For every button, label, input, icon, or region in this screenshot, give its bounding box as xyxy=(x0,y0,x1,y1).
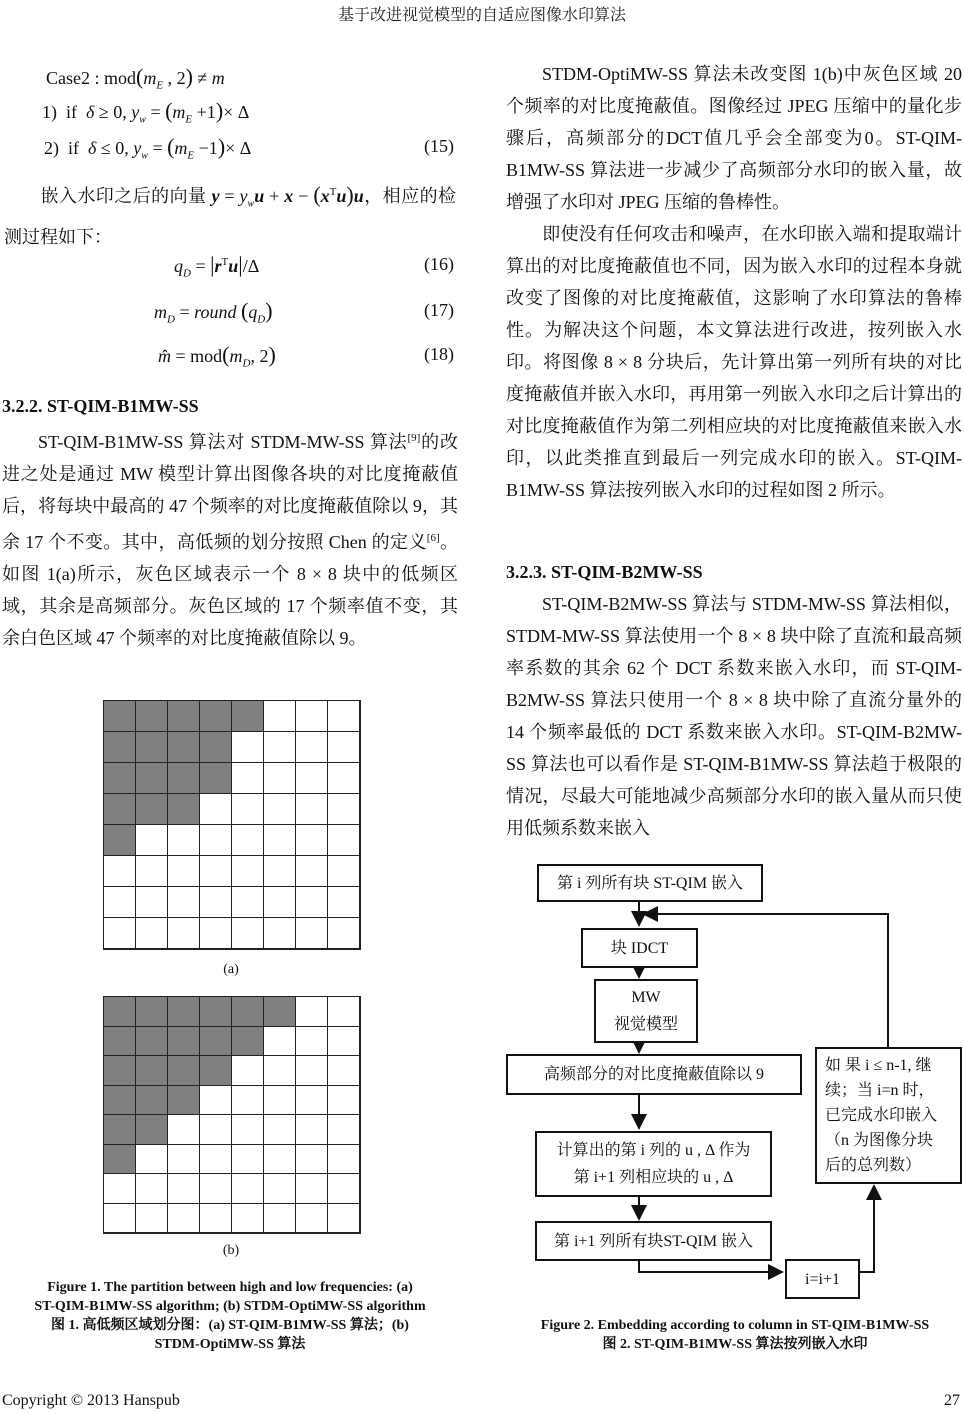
flow-box-loop-condition xyxy=(815,1047,962,1184)
equation-case2-line1: 1) if δ ≥ 0, $y_w = (m_E +1)\times \Delta$ xyxy=(42,98,250,126)
box-line: 续；当 i=n 时， xyxy=(825,1082,935,1099)
footer-copyright: Copyright © 2013 Hanspub xyxy=(2,1392,180,1409)
text-fragment: ST-QIM-B2MW-SS 算法与 STDM-MW-SS 算法相似，STDM-MW-SS 算法使用一个 8 × 8 块中除了直流和最高频率系数的其余 62 个 DCT 系数来嵌入水印，而 ST-QIM-B2MW-SS 算法只使用一个 8 × 8 块中除了直流分量外的 14 个频率最低的 DCT 系数来嵌入水印。ST-QIM-B2MW-SS 算法也可以看作是 ST-QIM-B1MW-SS 算法趋于极限的情况，尽最大可能地减少高频部分水印的嵌入量从而只使用低频系数来嵌入 xyxy=(506,594,962,838)
arrow-box7-to-box8 xyxy=(860,1186,874,1272)
footer-page-number: 27 xyxy=(944,1392,960,1409)
flow-box-compute-u-delta xyxy=(535,1131,772,1197)
equation-number-17: (17) xyxy=(424,300,454,320)
flow-box-block-idct: 块 IDCT xyxy=(581,928,698,968)
caption-cn-line2: STDM-OptiMW-SS 算法 xyxy=(154,1337,306,1352)
equation-number-18: (18) xyxy=(424,344,454,364)
flow-box-embed-column-i-plus-1: 第 i+1 列所有块ST-QIM 嵌入 xyxy=(535,1221,772,1261)
text-fragment: 的改进之处是通过 MW 模型计算出图像各块的对比度掩蔽值后，将每块中最高的 47 个频率的对比度掩蔽值除以 9，其余 17 个不变。其中，高低频的划分按照 Chen 的定义 xyxy=(2,432,458,552)
equation-16: $q_D = |r^Tu|/\Delta$ xyxy=(174,252,260,280)
equation-number-15: (15) xyxy=(424,136,454,156)
box-line: 视觉模型 xyxy=(613,1016,678,1033)
citation: [6] xyxy=(426,532,440,544)
figure1-label-a: (a) xyxy=(223,962,239,977)
flow-box-increment-i: i=i+1 xyxy=(785,1259,860,1299)
caption-en-line2: ST-QIM-B1MW-SS algorithm; (b) STDM-OptiMW-SS algorithm xyxy=(34,1299,426,1314)
caption-en-line1: Figure 1. The partition between high and low frequencies: (a) xyxy=(47,1280,413,1295)
text-fragment: 嵌入水印之后的向量 xyxy=(40,186,207,206)
arrow-box6-to-box7 xyxy=(639,1260,782,1272)
box-line: 计算出的第 i 列的 u , Δ 作为 xyxy=(556,1142,751,1159)
figure2-caption xyxy=(505,1316,964,1354)
flow-box-mw-visual-model xyxy=(594,979,698,1043)
equation-number-16: (16) xyxy=(424,254,454,274)
box-line: 如 果 i ≤ n-1, 继 xyxy=(825,1057,932,1074)
caption-en: Figure 2. Embedding according to column in ST-QIM-B1MW-SS xyxy=(540,1318,930,1333)
running-header: 基于改进视觉模型的自适应图像水印算法 xyxy=(337,7,626,24)
equation-18: m̂ = $mod(m_D$, 2) xyxy=(158,342,276,370)
paragraph-embed-vector: 嵌入水印之后的向量 $y = y_wu + x - (x^Tu)u$，相应的检测过程如下： xyxy=(4,182,457,247)
text-fragment: ST-QIM-B1MW-SS 算法对 STDM-MW-SS 算法 xyxy=(38,432,408,452)
box-line: （n 为图像分块 xyxy=(825,1132,934,1149)
text-fragment: ，相应的检测过程如下： xyxy=(4,186,457,247)
section-heading-3-2-3: 3.2.3. ST-QIM-B2MW-SS xyxy=(506,562,703,582)
flow-box-divide-high-freq: 高频部分的对比度掩蔽值除以 9 xyxy=(506,1054,802,1095)
citation: [9] xyxy=(407,432,421,444)
flow-box-embed-column-i: 第 i 列所有块 ST-QIM 嵌入 xyxy=(537,864,763,902)
box-line: 已完成水印嵌入 xyxy=(825,1107,938,1124)
box-line: 后的总列数） xyxy=(825,1157,922,1174)
equation-case2: Case2 : $mod(m_E$ , 2) ≠ m xyxy=(46,64,225,92)
box-line: MW xyxy=(631,989,661,1006)
text-fragment: STDM-OptiMW-SS 算法未改变图 1(b)中灰色区域 20 个频率的对比度掩蔽值。图像经过 JPEG 压缩中的量化步骤后，高频部分的DCT值几乎会全部变为0。ST-QIM-B1MW-SS 算法进一步减少了高频部分水印的嵌入量，故增强了水印对 JPEG 压缩的鲁棒性。 xyxy=(506,64,962,212)
figure1-label-b: (b) xyxy=(222,1243,240,1258)
section-heading-3-2-2: 3.2.2. ST-QIM-B1MW-SS xyxy=(2,396,199,416)
caption-cn-line1: 图 1. 高低频区域划分图：(a) ST-QIM-B1MW-SS 算法；(b) xyxy=(51,1318,409,1333)
text-fragment: 。如图 1(a)所示，灰色区域表示一个 8 × 8 块中的低频区域，其余是高频部分。灰色区域的 17 个频率值不变，其余白色区域 47 个频率的对比度掩蔽值除以 9。 xyxy=(2,532,459,648)
equation-17: $m_D$ = round $(q_D)$ xyxy=(154,298,273,326)
equation-case2-line2: 2) if δ ≤ 0, $y_w = (m_E -1)\times \Delta$ xyxy=(44,134,252,162)
box-line: 第 i+1 列相应块的 u , Δ xyxy=(573,1169,734,1186)
caption-cn: 图 2. ST-QIM-B1MW-SS 算法按列嵌入水印 xyxy=(602,1337,868,1352)
text-fragment: 即使没有任何攻击和噪声，在水印嵌入端和提取端计算出的对比度掩蔽值也不同，因为嵌入水印的过程本身就改变了图像的对比度掩蔽值，这影响了水印算法的鲁棒性。为解决这个问题，本文算法进行改进，按列嵌入水印。将图像 8 × 8 分块后，先计算出第一列所有块的对比度掩蔽值并嵌入水印，再用第一列嵌入水印之后计算出的对比度掩蔽值作为第二列相应块的对比度掩蔽值来嵌入水印，以此类推直到最后一列完成水印的嵌入。ST-QIM-B1MW-SS 算法按列嵌入水印的过程如图 2 所示。 xyxy=(506,224,962,500)
